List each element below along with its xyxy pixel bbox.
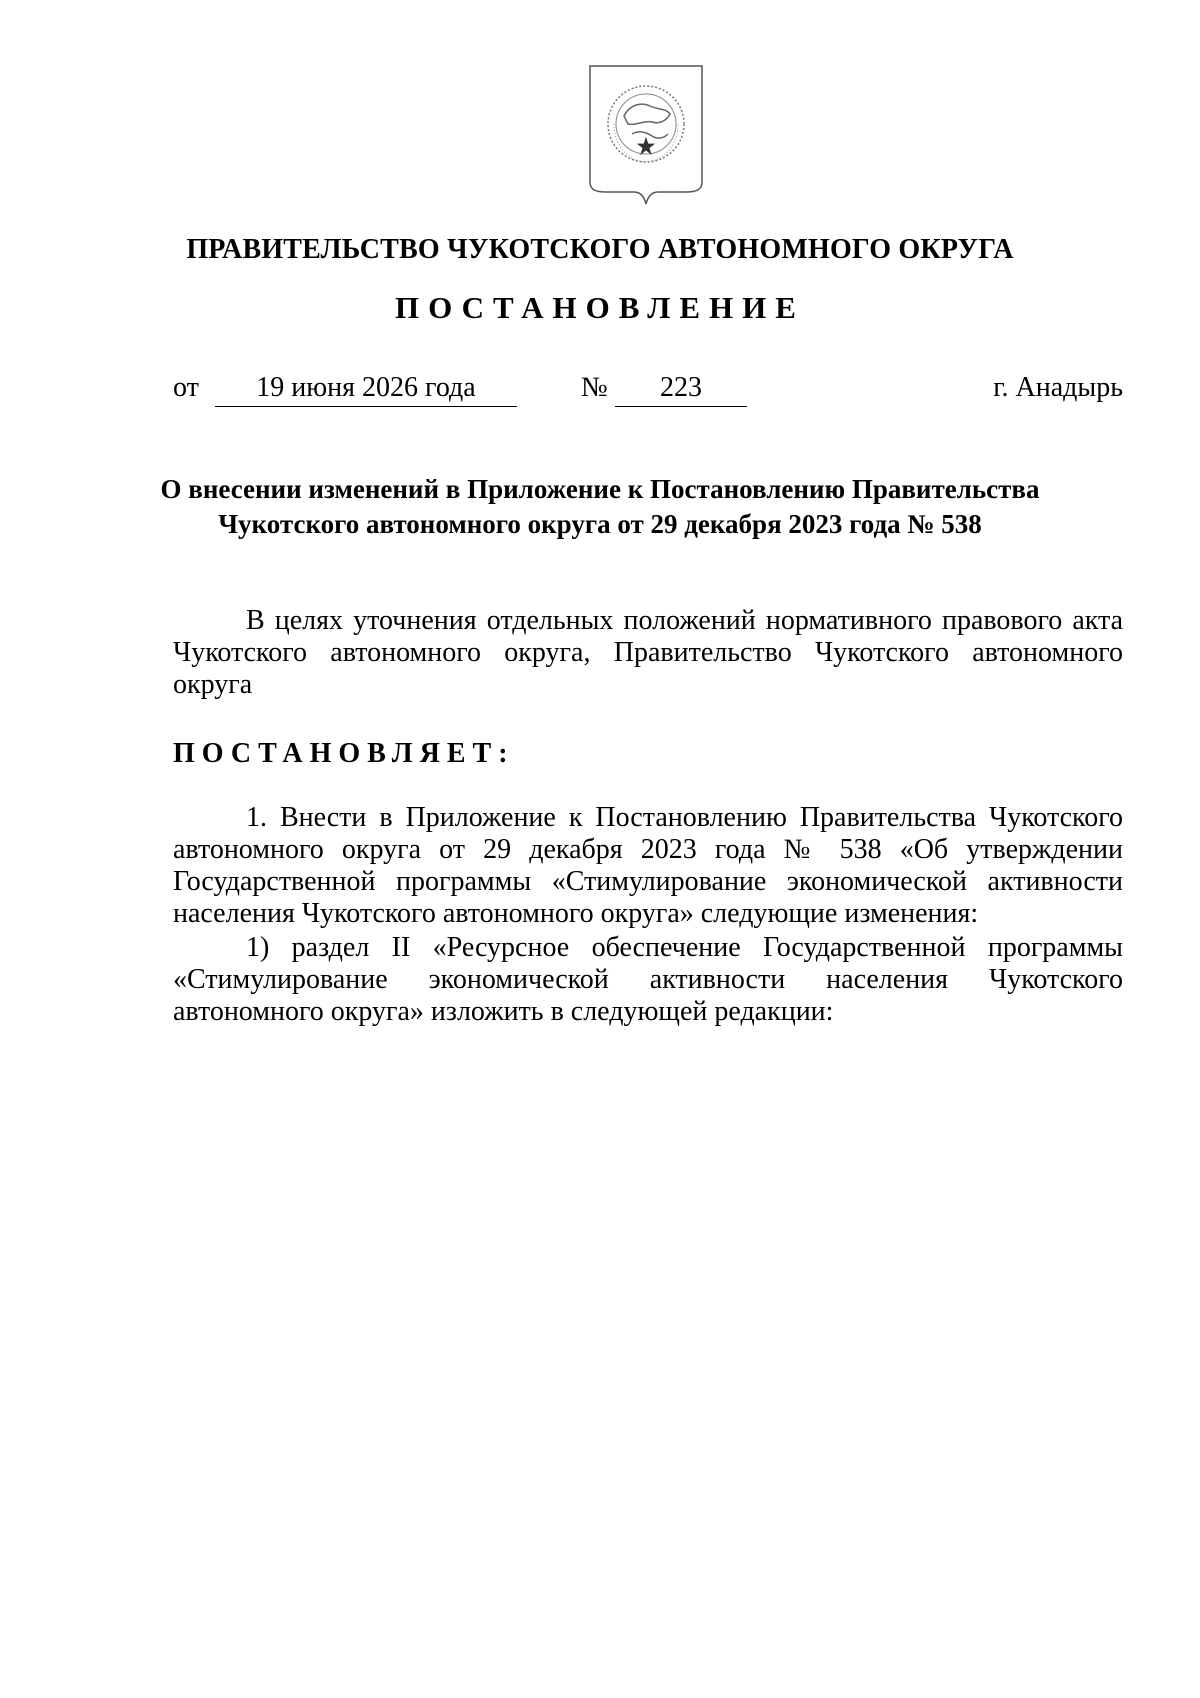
document-meta-row xyxy=(173,372,1123,412)
subject-line-1: О внесении изменений в Приложение к Постановлению Правительства xyxy=(160,474,1040,504)
subject-line-2: Чукотского автономного округа от 29 декабря 2023 года № 538 xyxy=(218,509,982,539)
preamble-paragraph: В целях уточнения отдельных положений нормативного правового акта Чукотского автономного округа, Правительство Чукотского автономного округа xyxy=(173,605,1123,700)
item-1-paragraph: 1. Внести в Приложение к Постановлению Правительства Чукотского автономного округа от 29 декабря 2023 года № 538 «Об утверждении Государственной программы «Стимулирование экономической активности населения Чукотского автономного округа» следующие изменения: xyxy=(173,802,1123,929)
document-subject xyxy=(150,472,1050,542)
document-type: ПОСТАНОВЛЕНИЕ xyxy=(395,290,805,325)
decree-heading: ПОСТАНОВЛЯЕТ: xyxy=(173,738,515,769)
document-date: 19 июня 2026 года xyxy=(215,372,517,407)
document-number: 223 xyxy=(615,372,747,407)
document-city: г. Анадырь xyxy=(993,372,1123,403)
coat-of-arms-icon xyxy=(586,64,706,210)
organization-name: ПРАВИТЕЛЬСТВО ЧУКОТСКОГО АВТОНОМНОГО ОКРУГА xyxy=(186,234,1014,265)
number-sign: № xyxy=(581,372,608,403)
item-1-1-paragraph: 1) раздел II «Ресурсное обеспечение Государственной программы «Стимулирование экономической активности населения Чукотского автономного округа» изложить в следующей редакции: xyxy=(173,932,1123,1027)
date-prefix: от xyxy=(173,372,199,403)
